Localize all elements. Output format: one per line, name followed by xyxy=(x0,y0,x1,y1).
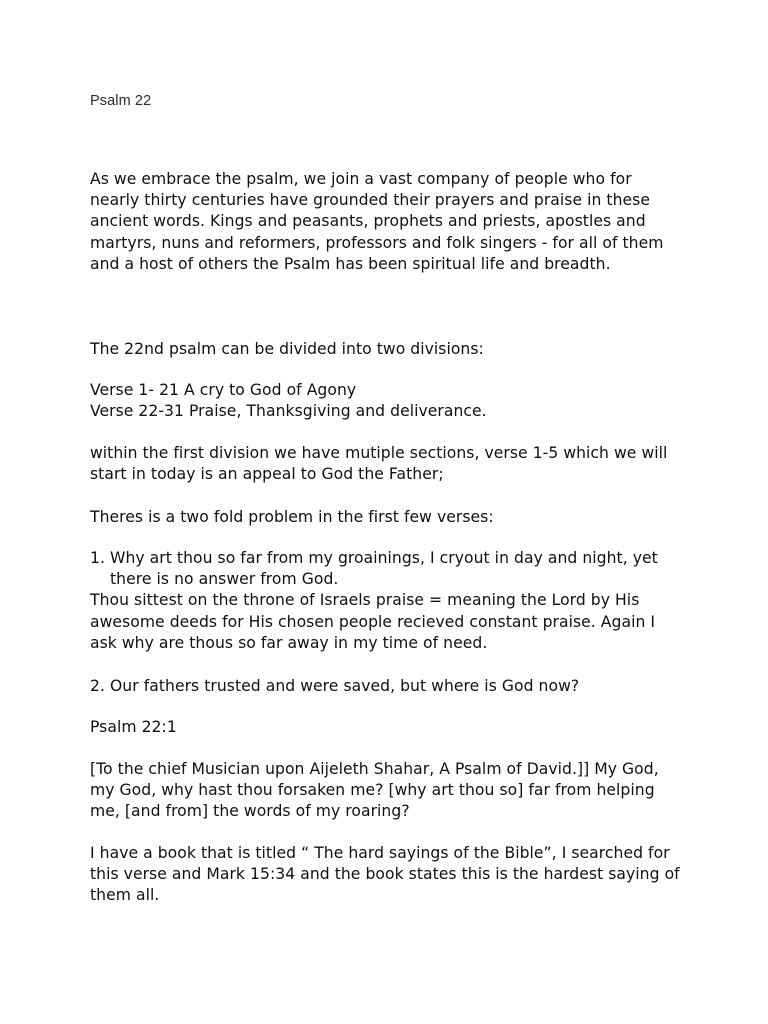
scripture-quote xyxy=(90,759,690,823)
scripture-line: my God, why hast thou forsaken me? [why art thou so] far from helping xyxy=(90,781,655,800)
intro-line: and a host of others the Psalm has been spiritual life and breadth. xyxy=(90,254,611,273)
intro-paragraph xyxy=(90,169,690,275)
verse-division-2: Verse 22-31 Praise, Thanksgiving and deliverance. xyxy=(90,402,487,421)
scripture-line: [To the chief Musician upon Aijeleth Shahar, A Psalm of David.]] My God, xyxy=(90,760,659,778)
intro-line: As we embrace the psalm, we join a vast company of people who for xyxy=(90,170,632,188)
scripture-line: me, [and from] the words of my roaring? xyxy=(90,802,410,821)
problem-intro-line: Theres is a two fold problem in the first few verses: xyxy=(90,508,494,526)
point-1-explanation-line: awesome deeds for His chosen people recieved constant praise. Again I xyxy=(90,612,656,631)
divisions-intro-line: The 22nd psalm can be divided into two divisions: xyxy=(90,340,484,358)
verse-divisions xyxy=(90,380,690,422)
verse-division-1: Verse 1- 21 A cry to God of Agony xyxy=(90,381,357,399)
divisions-intro xyxy=(90,339,690,360)
book-note-line: this verse and Mark 15:34 and the book states this is the hardest saying of xyxy=(90,865,680,884)
first-division-line: within the first division we have mutiple sections, verse 1-5 which we will xyxy=(90,444,668,462)
intro-line: martyrs, nuns and reformers, professors and folk singers - for all of them xyxy=(90,233,664,252)
scripture-reference-line: Psalm 22:1 xyxy=(90,718,177,736)
point-1-line: there is no answer from God. xyxy=(110,570,339,589)
point-1 xyxy=(90,548,690,654)
point-1-line: 1. Why art thou so far from my groainings, I cryout in day and night, yet xyxy=(90,549,658,567)
point-2-line: 2. Our fathers trusted and were saved, but where is God now? xyxy=(90,677,580,695)
book-note xyxy=(90,843,690,907)
page-title: Psalm 22 xyxy=(90,93,152,109)
point-1-explanation-line: Thou sittest on the throne of Israels praise = meaning the Lord by His xyxy=(90,591,640,610)
book-note-line: them all. xyxy=(90,886,160,905)
book-note-line: I have a book that is titled “ The hard sayings of the Bible”, I searched for xyxy=(90,844,670,862)
intro-line: ancient words. Kings and peasants, prophets and priests, apostles and xyxy=(90,212,646,231)
intro-line: nearly thirty centuries have grounded their prayers and praise in these xyxy=(90,191,650,210)
first-division-line: start in today is an appeal to God the Father; xyxy=(90,465,444,484)
point-1-explanation-line: ask why are thous so far away in my time of need. xyxy=(90,633,488,652)
point-2 xyxy=(90,676,690,697)
problem-intro xyxy=(90,507,690,528)
first-division-paragraph xyxy=(90,443,690,485)
scripture-reference xyxy=(90,717,690,738)
